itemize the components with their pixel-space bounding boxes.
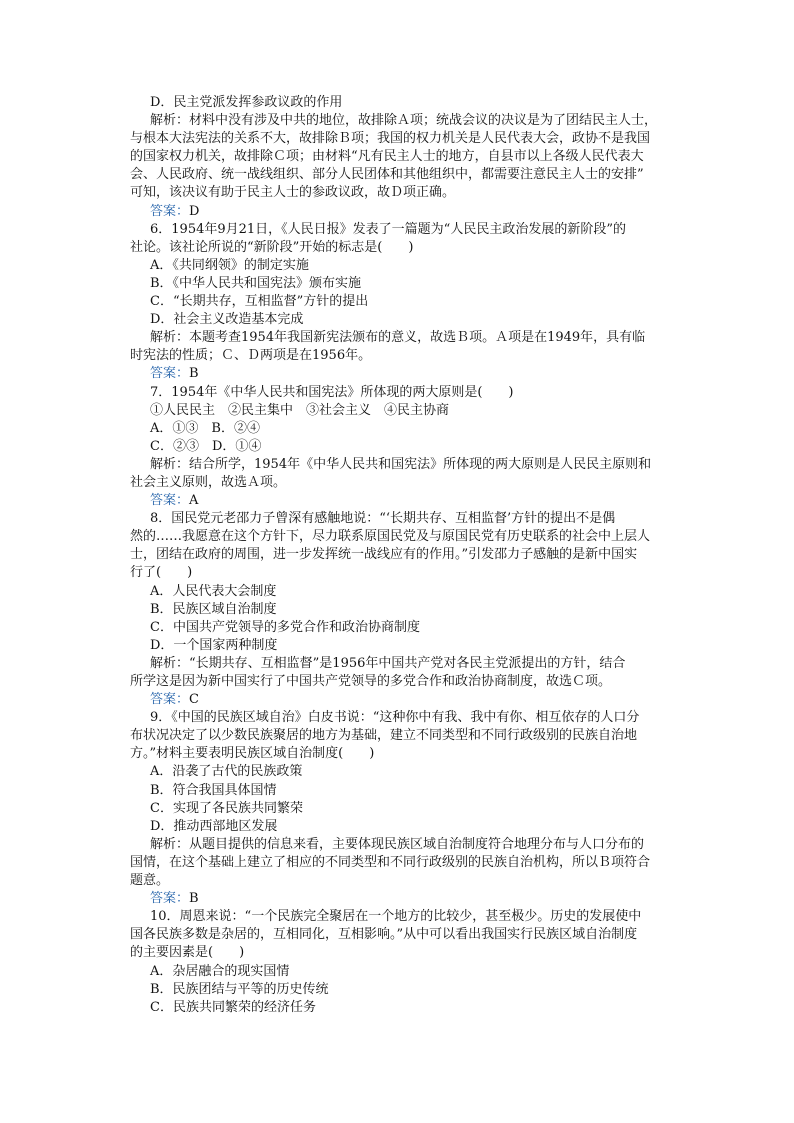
text-line: B．民族团结与平等的历史传统 xyxy=(150,981,329,997)
text-line: 布状况决定了以少数民族聚居的地方为基础，建立不同类型和不同行政级别的民族自治地 xyxy=(130,728,638,744)
text-line: 解析：结合所学，1954年《中华人民共和国宪法》所体现的两大原则是人民民主原则和 xyxy=(150,456,652,472)
text-line: 解析：材料中没有涉及中共的地位，故排除Ａ项；统战会议的决议是为了团结民主人士， xyxy=(150,113,658,129)
answer-value: D xyxy=(189,203,200,219)
answer-line xyxy=(130,890,660,908)
text-line: 社会主义原则，故选Ａ项。 xyxy=(130,474,287,490)
answer-value: C xyxy=(189,692,199,708)
text-line: A．沿袭了古代的民族政策 xyxy=(150,764,303,780)
text-line: 解析：“长期共存、互相监督”是1956年中国共产党对各民主党派提出的方针，结合 xyxy=(150,655,626,671)
answer-line xyxy=(130,203,660,221)
answer-value: B xyxy=(189,891,199,907)
text-line: 解析：从题目提供的信息来看，主要体现民族区域自治制度符合地理分布与人口分布的 xyxy=(150,836,645,852)
text-line: 10．周恩来说：“一个民族完全聚居在一个地方的比较少，甚至极少。历史的发展使中 xyxy=(150,909,642,925)
answer-label: 答案： xyxy=(150,203,190,219)
text-line: C．实现了各民族共同繁荣 xyxy=(150,800,303,816)
text-line: 行了( ) xyxy=(130,565,193,581)
text-line: C．②③ D．①④ xyxy=(150,438,262,454)
text-line: ①人民民主 ②民主集中 ③社会主义 ④民主协商 xyxy=(150,402,450,418)
text-line: 可知，该决议有助于民主人士的参政议政，故Ｄ项正确。 xyxy=(130,185,456,201)
answer-value: A xyxy=(189,493,199,509)
text-line: A．《共同纲领》的制定实施 xyxy=(150,257,309,273)
answer-label: 答案： xyxy=(150,366,190,382)
text-line: 与根本大法宪法的关系不大，故排除Ｂ项；我国的权力机关是人民代表大会，政协不是我国 xyxy=(130,131,651,147)
answer-line xyxy=(130,492,660,510)
answer-label: 答案： xyxy=(150,891,190,907)
text-line: 时宪法的性质；Ｃ、Ｄ两项是在1956年。 xyxy=(130,348,372,364)
text-line: 6．1954年9月21日，《人民日报》发表了一篇题为“人民民主政治发展的新阶段”的 xyxy=(150,221,626,237)
text-line: B．民族区域自治制度 xyxy=(150,601,277,617)
text-line: 解析：本题考查1954年我国新宪法颁布的意义，故选Ｂ项。Ａ项是在1949年，具有临 xyxy=(150,330,646,346)
text-line: 国各民族多数是杂居的，互相同化，互相影响。”从中可以看出我国实行民族区域自治制度 xyxy=(130,927,638,943)
text-line: 的主要因素是( ) xyxy=(130,945,245,961)
text-line: D．一个国家两种制度 xyxy=(150,637,278,653)
text-line: 所学这是因为新中国实行了中国共产党领导的多党合作和政治协商制度，故选Ｃ项。 xyxy=(130,674,612,689)
answer-line xyxy=(130,691,660,709)
text-line: 9．《中国的民族区域自治》白皮书说：“这种你中有我、我中有你、相互依存的人口分 xyxy=(150,710,640,726)
answer-line xyxy=(130,365,660,383)
text-line: A．①③ B．②④ xyxy=(150,420,260,436)
text-line: 会、人民政府、统一战线组织、部分人民团体和其他组织中，都需要注意民主人士的安排” xyxy=(130,167,644,183)
answer-value: B xyxy=(189,366,199,382)
text-line: 然的……我愿意在这个方针下，尽力联系原国民党及与原国民党有历史联系的社会中上层人 xyxy=(130,529,651,545)
text-line: 社论。该社论所说的“新阶段”开始的标志是( ) xyxy=(130,239,414,255)
text-line: A．人民代表大会制度 xyxy=(150,583,277,599)
answer-label: 答案： xyxy=(150,493,190,509)
text-line: 国情，在这个基础上建立了相应的不同类型和不同行政级别的民族自治机构，所以Ｂ项符合 xyxy=(130,854,651,870)
text-line: C．中国共产党领导的多党合作和政治协商制度 xyxy=(150,619,420,635)
text-line: 题意。 xyxy=(130,873,170,889)
text-line: C．“长期共存，互相监督”方针的提出 xyxy=(150,294,369,310)
answer-label: 答案： xyxy=(150,692,190,708)
text-line: A．杂居融合的现实国情 xyxy=(150,963,290,979)
text-line: 士，团结在政府的周围，进一步发挥统一战线应有的作用。”引发邵力子感触的是新中国实 xyxy=(130,547,638,563)
text-line: C．民族共同繁荣的经济任务 xyxy=(150,999,316,1015)
text-line: 8．国民党元老邵力子曾深有感触地说：“‘长期共存、互相监督’方针的提出不是偶 xyxy=(150,511,616,527)
text-line: B．符合我国具体国情 xyxy=(150,782,277,798)
text-line: 7．1954年《中华人民共和国宪法》所体现的两大原则是( ) xyxy=(150,384,514,400)
text-line: D．社会主义改造基本完成 xyxy=(150,312,304,328)
text-line: 的国家权力机关，故排除Ｃ项；由材料“凡有民主人士的地方，自县市以上各级人民代表大 xyxy=(130,149,644,165)
text-line: D．民主党派发挥参政议政的作用 xyxy=(150,95,343,110)
text-line: B．《中华人民共和国宪法》颁布实施 xyxy=(150,275,362,291)
text-line: 方。”材料主要表明民族区域自治制度( ) xyxy=(130,746,375,762)
text-line: D．推动西部地区发展 xyxy=(150,818,278,834)
document-body xyxy=(130,94,660,1017)
